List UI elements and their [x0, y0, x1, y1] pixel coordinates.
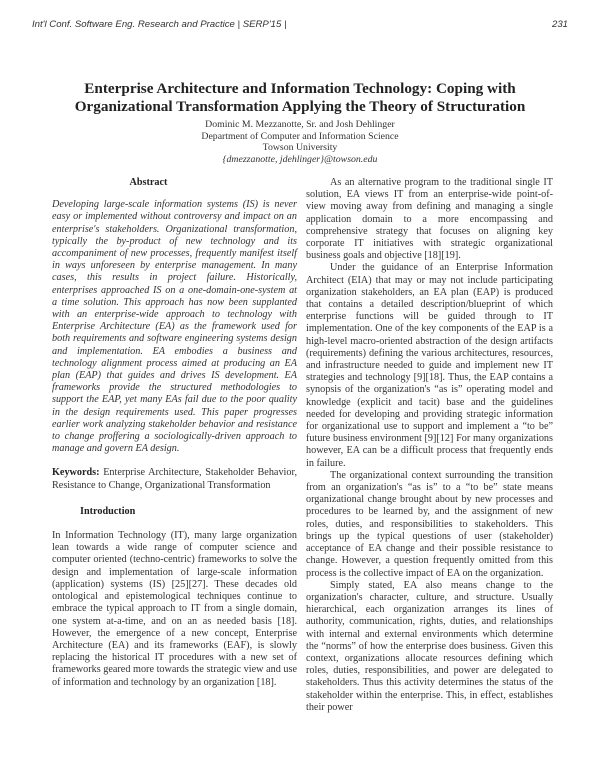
- running-header: [32, 19, 568, 30]
- body-paragraph: Simply stated, EA also means change to the organization's character, culture, and structure. Usually hierarchical, each organization arranges its lines of authority, communication, rights, duties, and relationships with internal and external environments which determine the “norms” of how the enterprise does business. Given this context, organizations allocate resources defining which roles, duties, responsibilities, and power are delegated to stakeholders. Thus this activity determines the status of the stakeholder within the enterprise. This, in effect, establishes their power: [306, 579, 553, 713]
- page-number: 231: [551, 19, 568, 30]
- abstract-heading: Abstract: [129, 177, 168, 188]
- body-paragraph: As an alternative program to the traditional single IT solution, EA views IT from an enterprise-wide point-of-view moving away from defining and managing a single application domain to a more encompassing and comprehensive strategy that focuses on aligning key corporate IT initiatives with strategic organizational business goals and objective [18][19].: [306, 177, 553, 262]
- introduction-heading: Introduction: [80, 505, 136, 517]
- body-paragraph: The organizational context surrounding the transition from an organization's “as is” to a “to be” state means organizational change brought about by new processes and procedures to be learned by, and the assignment of new roles, duties, and responsibilities to stakeholders. This brings up the typical questions of user (stakeholder) acceptance of EA change and their possible resistance to change. However, a question frequently omitted from this process is the collective impact of EA on the organization.: [306, 469, 553, 579]
- left-column: [52, 177, 297, 689]
- keywords-text: Enterprise Architecture, Stakeholder Behavior, Resistance to Change, Organizational Transformation: [52, 467, 297, 491]
- keywords-label: Keywords:: [52, 467, 100, 479]
- body-paragraph: Under the guidance of an Enterprise Information Architect (EIA) that may or may not include participating organization stakeholders, an EA plan (EAP) is produced that contains a detailed description/blueprint of which enterprise functions will be guided through to IT implementation. One of the key components of the EAP is a high-level macro-oriented abstraction of the design artifacts (requirements) defining the various architectures, resources, and infrastructure needed to guide and implement new IT strategies and technology [9][18]. Thus, the EAP contains a synopsis of the organization's “as is” operating model and knowledge (explicit and tacit) base and the guidelines needed for developing and providing strategic information for organizational use to support and implement a “to be” future business environment [9][12] For many organizations however, EA can be a difficult process that frequently ends in failure.: [306, 262, 553, 469]
- author-block: [100, 119, 500, 165]
- running-title: Int'l Conf. Software Eng. Research and Practice | SERP'15 |: [32, 19, 287, 30]
- body-paragraph: In Information Technology (IT), many large organization lean towards a wide range of computer science and computer oriented (techno-centric) frameworks to solve the design and implementation of large-scale information (application) systems (IS) [25][27]. These decades old ontological and epistemological techniques continue to embrace the typical approach to IT from a single domain, one system at-a-time, and on an as needed basis [18]. However, the emergence of a new concept, Enterprise Architecture (EA) and its frameworks (EAF), is slowly replacing the historical IT procedures with a new set of frameworks geared more towards the strategic view and use of information and technology by an organization [18].: [52, 530, 297, 688]
- right-column: [306, 177, 553, 714]
- paper-title: Enterprise Architecture and Information Technology: Coping with Organizational Transformation Applying the Theory of Structuration: [74, 80, 526, 115]
- author-university: Towson University: [262, 142, 338, 154]
- author-department: Department of Computer and Information Science: [201, 130, 399, 142]
- author-email: {dmezzanotte, jdehlinger}@towson.edu: [222, 153, 378, 165]
- abstract-text: Developing large-scale information systems (IS) is never easy or implemented without controversy and impact on an enterprise's stakeholders. Organizational transformation, typically the by-product of new technology and its accompaniment of new processes, frequently manifest itself in ways unforeseen by enterprise management. In many cases, this results in project failure. Historically, enterprises approached IS on a one-domain-one-system at a time solution. This approach has now been supplanted with an enterprise-wide approach to technology with Enterprise Architecture (EA) as the framework used for both requirements and software engineering systems design and implementation. EA embodies a business and technology alignment process aimed at producing an EA plan (EAP) that guides and drives IS development. EA frameworks provide the structured methodologies to support the EAP, yet many EAs fail due to the poor quality in the design requirements used. This paper progresses earlier work analyzing stakeholder behavior and resistance to change proffering a sociologically-driven approach to manage and govern EA design.: [52, 199, 297, 455]
- author-names: Dominic M. Mezzanotte, Sr. and Josh Dehlinger: [205, 119, 395, 130]
- keywords: [52, 467, 297, 491]
